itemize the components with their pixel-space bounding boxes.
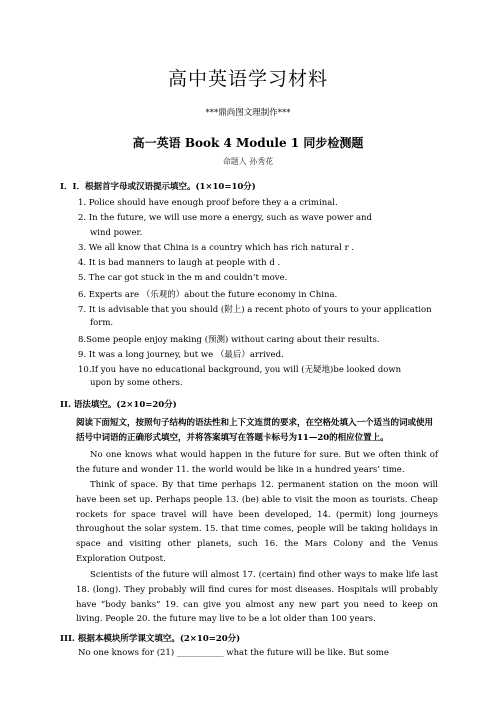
question-7: 7. It is advisable that you should (附上) a recent photo of yours to your application [78, 305, 432, 315]
question-7-cont: form. [90, 318, 114, 328]
material-title: 高中英语学习材料 [167, 68, 328, 90]
producer-line: ***鼎尚图文理制作*** [205, 108, 291, 118]
question-4: 4. It is bad manners to laugh at people with d . [78, 258, 281, 268]
cloze-paragraph-2: Think of space. By that time perhaps 12. permanent station on the moon will have been set up. Perhaps people 13. (be) able to visit the moon as tourists. Cheap rockets for space travel will have been developed, 14. (permit) long journeys throughout the solar system. 15. that time comes, people will be taking holidays in space and visiting other planets, such 16. the Mars Colony and the Venus Exploration Outpost. [76, 480, 438, 564]
section1-heading: I．I．根据首字母或汉语提示填空。(1×10=10分) [60, 182, 256, 192]
question-10-cont: upon by some others. [90, 378, 183, 388]
section3-heading: III. 根据本模块所学课文填空。(2×10=20分) [60, 634, 241, 644]
question-2-cont: wind power. [90, 228, 143, 238]
cloze-paragraph-1: No one knows what would happen in the future for sure. But we often think of the future and wonder 11. the world would be like in a hundred years’ time. [76, 450, 438, 475]
question-5: 5. The car got stuck in the m and couldn’t move. [78, 273, 288, 283]
question-6: 6. Experts are （乐观的）about the future economy in China. [78, 290, 338, 300]
section2-heading: II. 语法填空。(2×10=20分) [60, 400, 177, 410]
question-1: 1. Police should have enough proof before they a a criminal. [78, 198, 338, 208]
question-2: 2. In the future, we will use more a energy, such as wave power and [78, 213, 372, 223]
cloze-paragraph-3: Scientists of the future will almost 17. (certain) find other ways to make life last 18. (long). They probably will find cures for most diseases. Hospitals will probably have “body banks” 19. can give you almost any new part you need to keep on living. People 20. the future may live to be a lot older than 100 years. [76, 570, 438, 625]
question-9: 9. It was a long journey, but we （最后）arrived. [78, 350, 284, 360]
author-line: 命题人 孙秀花 [222, 157, 274, 166]
question-10: 10.If you have no educational background, you will (无疑地)be looked down [78, 365, 402, 375]
section3-text: No one knows for (21) ___________ what the future will be like. But some [78, 648, 389, 658]
question-8: 8.Some people enjoy making (预测) without caring about their results. [78, 335, 380, 345]
question-3: 3. We all know that China is a country which has rich natural r . [78, 243, 355, 253]
section2-instruction: 阅读下面短文，按照句子结构的语法性和上下文连贯的要求，在空格处填入一个适当的词或使用括号中词语的正确形式填空，并将答案填写在答题卡标号为11—20的相应位置上。 [76, 418, 434, 443]
paper-title: 高一英语 Book 4 Module 1 同步检测题 [132, 136, 364, 150]
